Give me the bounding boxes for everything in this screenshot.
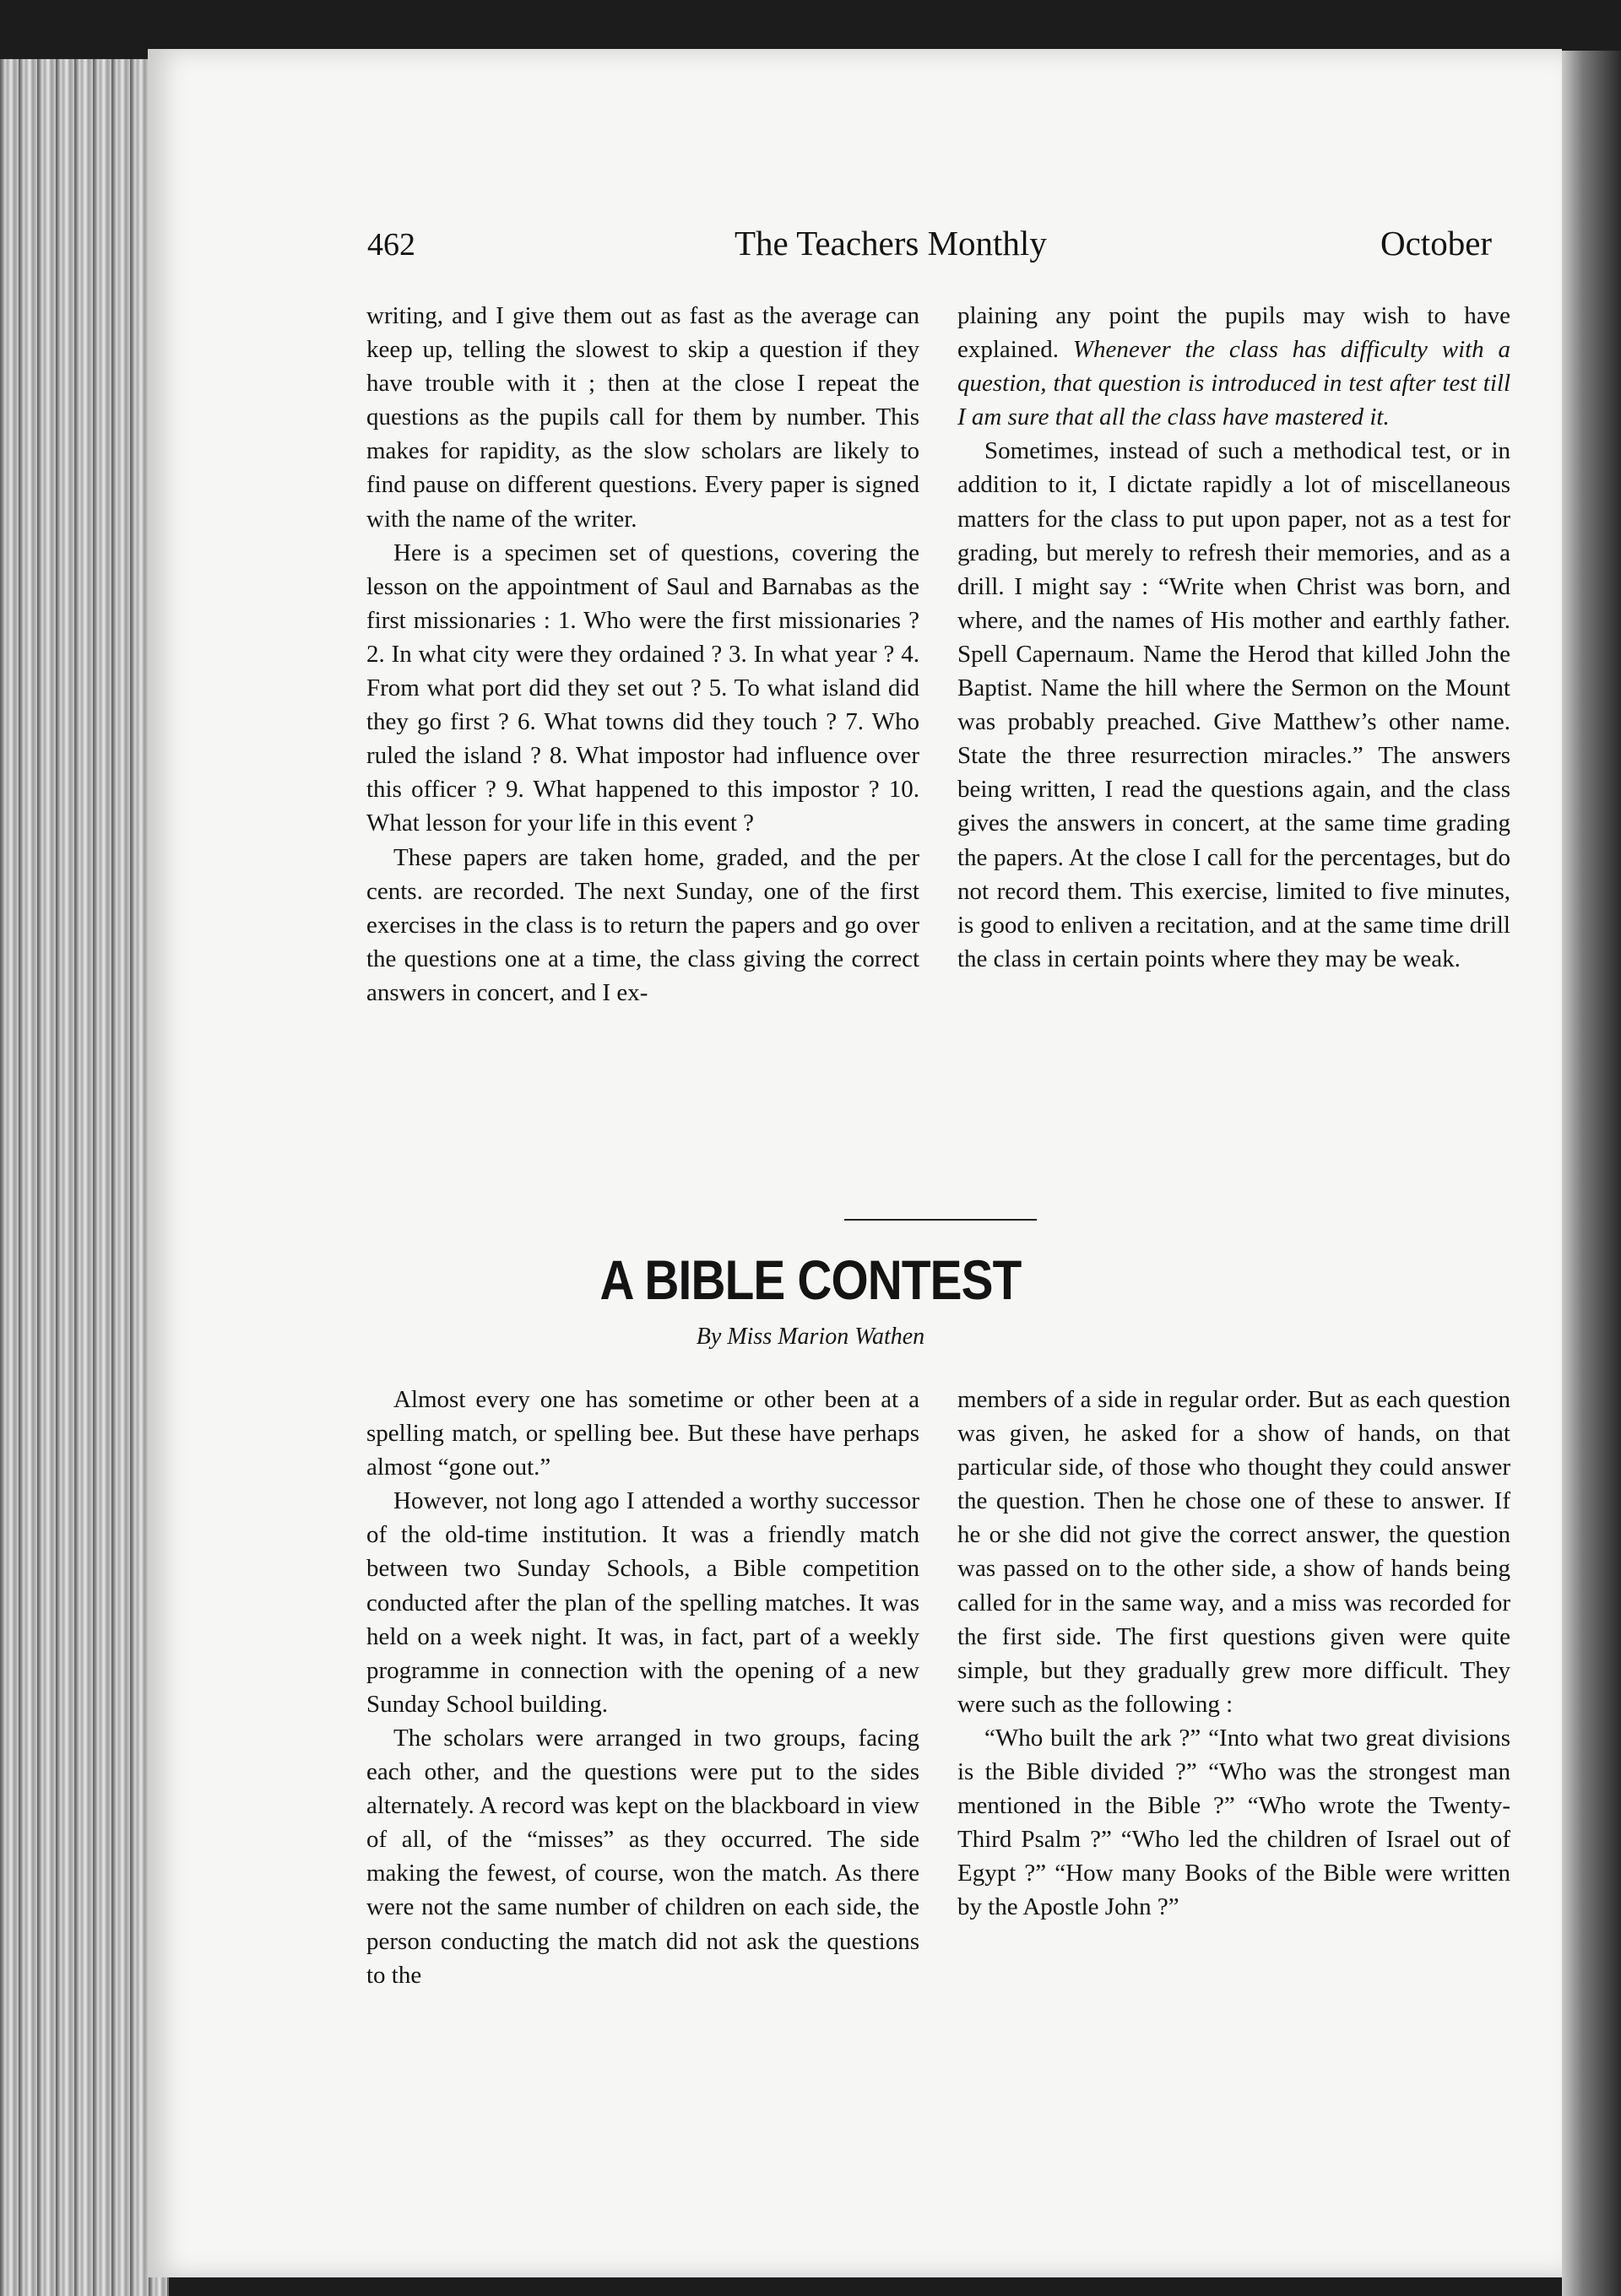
page-number: 462 <box>367 227 415 263</box>
book-right-edge <box>1562 51 1621 2296</box>
paragraph: However, not long ago I attended a worthy successor of the old-time institution. It was a friendly match between two Sunday Schools, a Bible competition conducted after the plan of the spelling matches. It was held on a week night. It was, in fact, part of a weekly programme in connection with the opening of a new Sunday School building. <box>366 1487 919 1718</box>
paragraph: Sometimes, instead of such a methodical test, or in addition to it, I dictate rapidly a lot of miscellaneous matters for the class to put upon paper, not as a test for grading, but merely to refresh their memories, and as a drill. I might say : “Write when Christ was born, and where, and the names of His mother and earthly father. Spell Capernaum. Name the Herod that killed John the Baptist. Name the hill where the Sermon on the Mount was probably preached. Give Matthew’s other name. State the three resurrection miracles.” The answers being written, I read the questions again, and the class gives the answers in concert, at the same time grading the papers. At the close I call for the percentages, but do not record them. This exercise, limited to five minutes, is good to enliven a recitation, and at the same time drill the class in certain points where they may be weak. <box>957 437 1510 972</box>
paragraph: Here is a specimen set of questions, covering the lesson on the appointment of Saul and Barnabas as the first missionaries : 1. Who were the first missionaries ? 2. In what city were they ordained ? 3. In what year ? 4. From what port did they set out ? 5. To what island did they go first ? 6. What towns did they touch ? 7. Who ruled the island ? 8. What impostor had influence over this officer ? 9. What happened to this impostor ? 10. What lesson for your life in this event ? <box>366 539 919 837</box>
paragraph <box>957 299 1510 434</box>
continued-right-column <box>957 299 1510 976</box>
continued-left-column <box>366 299 919 1010</box>
paragraph-text: plaining any point the pupils may wish to have explained. <box>957 302 1510 364</box>
article-right-column <box>957 1383 1510 1925</box>
paragraph: writing, and I give them out as fast as the average can keep up, telling the slowest to skip a question if they have trouble with it ; then at the close I repeat the questions as the pupils call for them by number. This makes for rapidity, as the slow scholars are likely to find pause on different questions. Every paper is signed with the name of the writer. <box>366 302 919 533</box>
article-left-column <box>366 1383 919 1992</box>
article-byline: By Miss Marion Wathen <box>696 1324 925 1350</box>
issue-month: October <box>1380 224 1493 263</box>
paragraph: members of a side in regular order. But as each question was given, he asked for a show of hands, on that particular side, of those who thought they could answer the question. Then he chose one of these to answer. If he or she did not give the correct answer, the question was passed on to the other side, a show of hands being called for in the same way, and a miss was recorded for the first side. The first questions given were quite simple, but they gradually grew more difficult. They were such as the following : <box>957 1386 1510 1718</box>
article-title: A BIBLE CONTEST <box>599 1248 1022 1311</box>
paragraph: These papers are taken home, graded, and the per cents. are recorded. The next Sunday, one of the first exercises in the class is to return the papers and go over the questions one at a time, the class giving the correct answers in concert, and I ex- <box>366 843 919 1006</box>
paragraph: Almost every one has sometime or other been at a spelling match, or spelling bee. But these have perhaps almost “gone out.” <box>366 1386 919 1481</box>
italic-emphasis: Whenever the class has difficulty with a question, that question is introduced in test after test till I am sure that all the class have mastered it. <box>957 336 1511 431</box>
running-title: The Teachers Monthly <box>735 224 1047 263</box>
paragraph: “Who built the ark ?” “Into what two great divisions is the Bible divided ?” “Who was the strongest man mentioned in the Bible ?” “Who wrote the Twenty-Third Psalm ?” “Who led the children of Israel out of Egypt ?” “How many Books of the Bible were written by the Apostle John ?” <box>957 1724 1510 1921</box>
section-divider <box>844 1219 1037 1221</box>
page-header <box>0 226 1621 277</box>
book-spine-pages <box>0 59 169 2296</box>
paragraph: The scholars were arranged in two groups, facing each other, and the questions were put to the sides alternately. A record was kept on the blackboard in view of all, of the “misses” as they occurred. The side making the fewest, of course, won the match. As there were not the same number of children on each side, the person conducting the match did not ask the questions to the <box>366 1724 919 1989</box>
